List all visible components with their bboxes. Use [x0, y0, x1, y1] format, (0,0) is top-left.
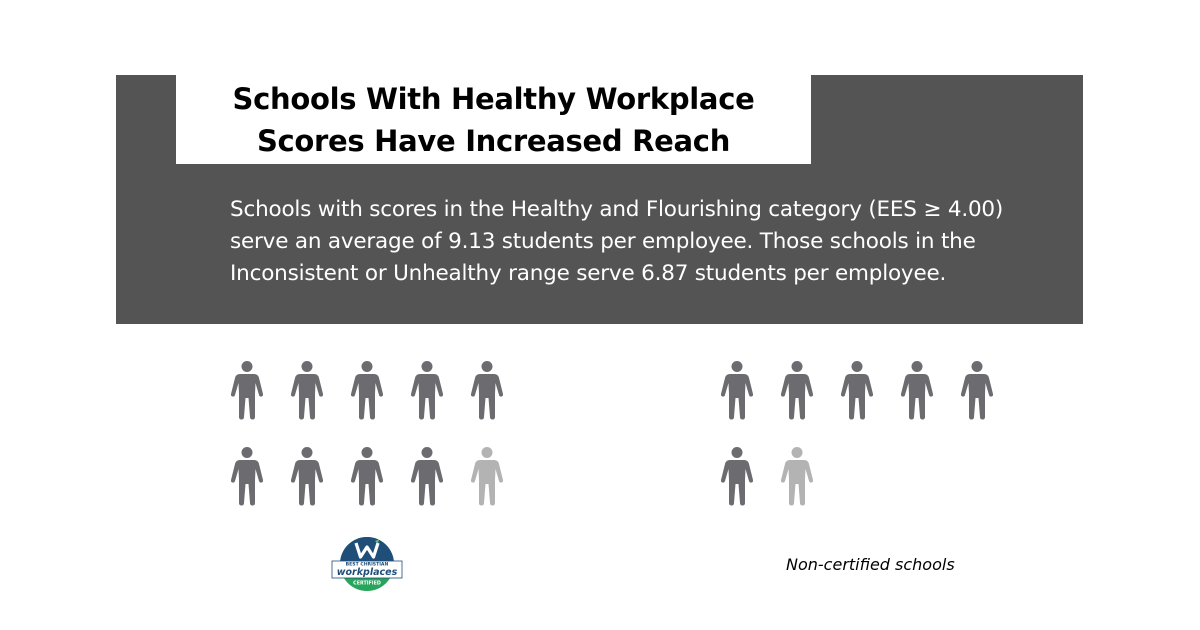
person-icon — [961, 360, 993, 420]
person-icon — [291, 446, 323, 506]
description-line-1: Schools with scores in the Healthy and Flourishing category (EES ≥ 4.00) — [230, 197, 1004, 222]
title-box — [176, 75, 811, 164]
person-icon — [901, 360, 933, 420]
best-christian-workplaces-certified-badge — [331, 536, 403, 594]
non-certified-people-grid — [721, 360, 993, 506]
badge-line-2: workplaces — [336, 567, 398, 578]
description-text — [230, 194, 1060, 290]
page-title-line-2: Scores Have Increased Reach — [256, 123, 731, 158]
person-icon — [471, 446, 503, 506]
description-line-3: Inconsistent or Unhealthy range serve 6.87 students per employee. — [230, 261, 947, 286]
person-icon — [411, 446, 443, 506]
person-icon — [231, 446, 263, 506]
certified-people-grid — [231, 360, 503, 506]
badge-top — [340, 537, 394, 564]
badge-line-3: CERTIFIED — [353, 581, 381, 587]
person-icon — [721, 446, 753, 506]
person-icon — [291, 360, 323, 420]
person-icon — [841, 360, 873, 420]
description-line-2: serve an average of 9.13 students per employee. Those schools in the — [230, 229, 976, 254]
person-icon — [721, 360, 753, 420]
non-certified-caption: Non-certified schools — [786, 555, 955, 574]
person-icon — [781, 360, 813, 420]
person-icon — [231, 360, 263, 420]
page-title-line-1: Schools With Healthy Workplace — [232, 81, 755, 116]
person-icon — [351, 446, 383, 506]
person-icon — [351, 360, 383, 420]
person-icon — [471, 360, 503, 420]
badge-line-1: BEST CHRISTIAN — [345, 562, 389, 568]
person-icon — [411, 360, 443, 420]
person-icon — [781, 446, 813, 506]
